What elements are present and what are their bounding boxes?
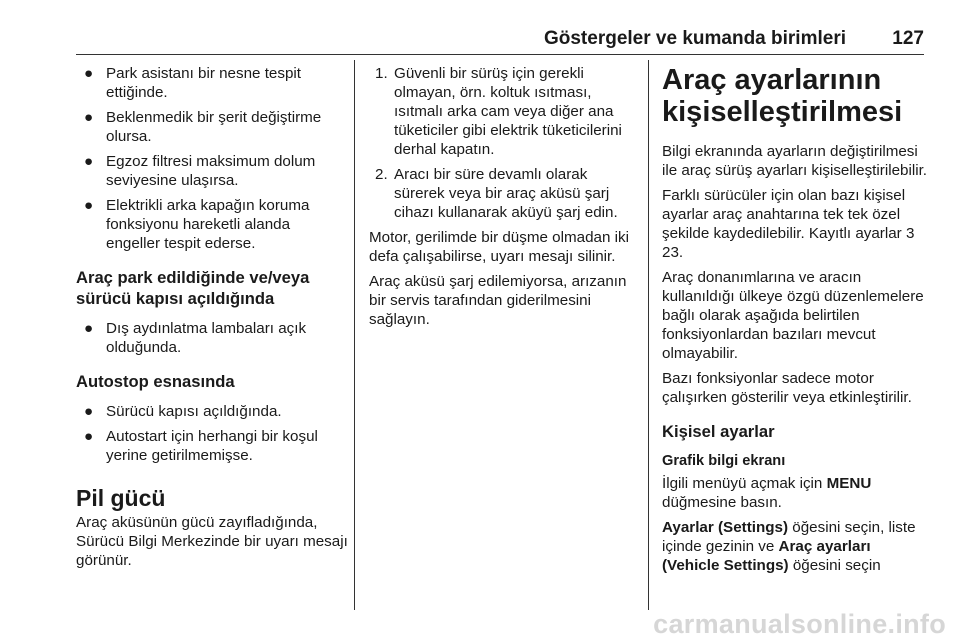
heading-personal: Kişisel ayarlar	[662, 422, 775, 441]
bullet-item: ● Beklenmedik bir şerit değiştirme olursa.	[84, 109, 322, 145]
bullet-item: ● Sürücü kapısı açıldığında.	[84, 403, 282, 420]
paragraph: Ayarlar (Settings) öğesini seçin, liste içinde gezinin ve Araç ayarları (Vehicle Settings) öğesini seçin	[662, 519, 916, 574]
bullet-item: ● Dış aydınlatma lambaları açık olduğunda.	[84, 320, 307, 356]
header-rule	[76, 54, 924, 55]
section-title: Araç ayarlarının kişiselleştirilmesi	[662, 64, 903, 128]
column-2	[369, 64, 639, 335]
paragraph: Farklı sürücüler için olan bazı kişisel ayarlar araç anahtarına tek tek özel şekilde kaydedilebilir. Kayıtlı ayarlar 3 23.	[662, 187, 915, 261]
paragraph: Bilgi ekranında ayarların değiştirilmesi ile araç sürüş ayarları kişiselleştirilebilir.	[662, 143, 928, 179]
chapter-title: Göstergeler ve kumanda birimleri	[543, 28, 846, 49]
paragraph: Araç aküsü şarj edilemiyorsa, arızanın bir servis tarafından giderilmesini sağlayın.	[369, 273, 627, 328]
column-1	[76, 64, 348, 576]
numbered-step: 2. Aracı bir süre devamlı olarak sürerek veya bir araç aküsü şarj cihazı kullanarak aküyü şarj edin.	[375, 166, 618, 221]
paragraph: Bazı fonksiyonlar sadece motor çalışırken gösterilir veya etkinleştirilir.	[662, 370, 912, 406]
bullet-item: ● Autostart için herhangi bir koşul yerine getirilmemişse.	[84, 428, 318, 464]
page-header	[0, 0, 960, 60]
paragraph: İlgili menüyü açmak için MENU düğmesine basın.	[662, 475, 872, 511]
battery-text: Araç aküsünün gücü zayıfladığında, Sürücü Bilgi Merkezinde bir uyarı mesajı görünür.	[76, 514, 348, 569]
page-number: 127	[892, 28, 924, 49]
watermark: carmanualsonline.info	[653, 609, 946, 639]
bullet-item: ● Park asistanı bir nesne tespit ettiğinde.	[84, 65, 302, 101]
bullet-item: ● Egzoz filtresi maksimum dolum seviyesine ulaşırsa.	[84, 153, 316, 189]
column-3	[662, 64, 932, 581]
column-divider-2	[648, 60, 649, 610]
subheading-display: Grafik bilgi ekranı	[662, 453, 786, 469]
bullet-item: ● Elektrikli arka kapağın koruma fonksiyonu hareketli alanda engeller tespit ederse.	[84, 197, 310, 252]
paragraph: Araç donanımlarına ve aracın kullanıldığı ülkeye özgü düzenlemelere bağlı olarak aşağıda belirtilen fonksiyonlardan bazıları mevcut olmayabilir.	[662, 269, 924, 362]
heading-park: Araç park edildiğinde ve/veya sürücü kapısı açıldığında	[76, 268, 310, 308]
numbered-step: 1. Güvenli bir sürüş için gerekli olmayan, örn. koltuk ısıtması, ısıtmalı arka cam veya diğer ana tüketiciler gibi elektrik tüketicilerini derhal kapatın.	[375, 65, 622, 158]
paragraph: Motor, gerilimde bir düşme olmadan iki defa çalışabilirse, uyarı mesajı silinir.	[369, 229, 629, 265]
heading-autostop: Autostop esnasında	[76, 372, 235, 391]
heading-battery: Pil gücü	[76, 485, 166, 511]
column-divider-1	[354, 60, 355, 610]
page-reference: 3 23.	[662, 225, 915, 261]
